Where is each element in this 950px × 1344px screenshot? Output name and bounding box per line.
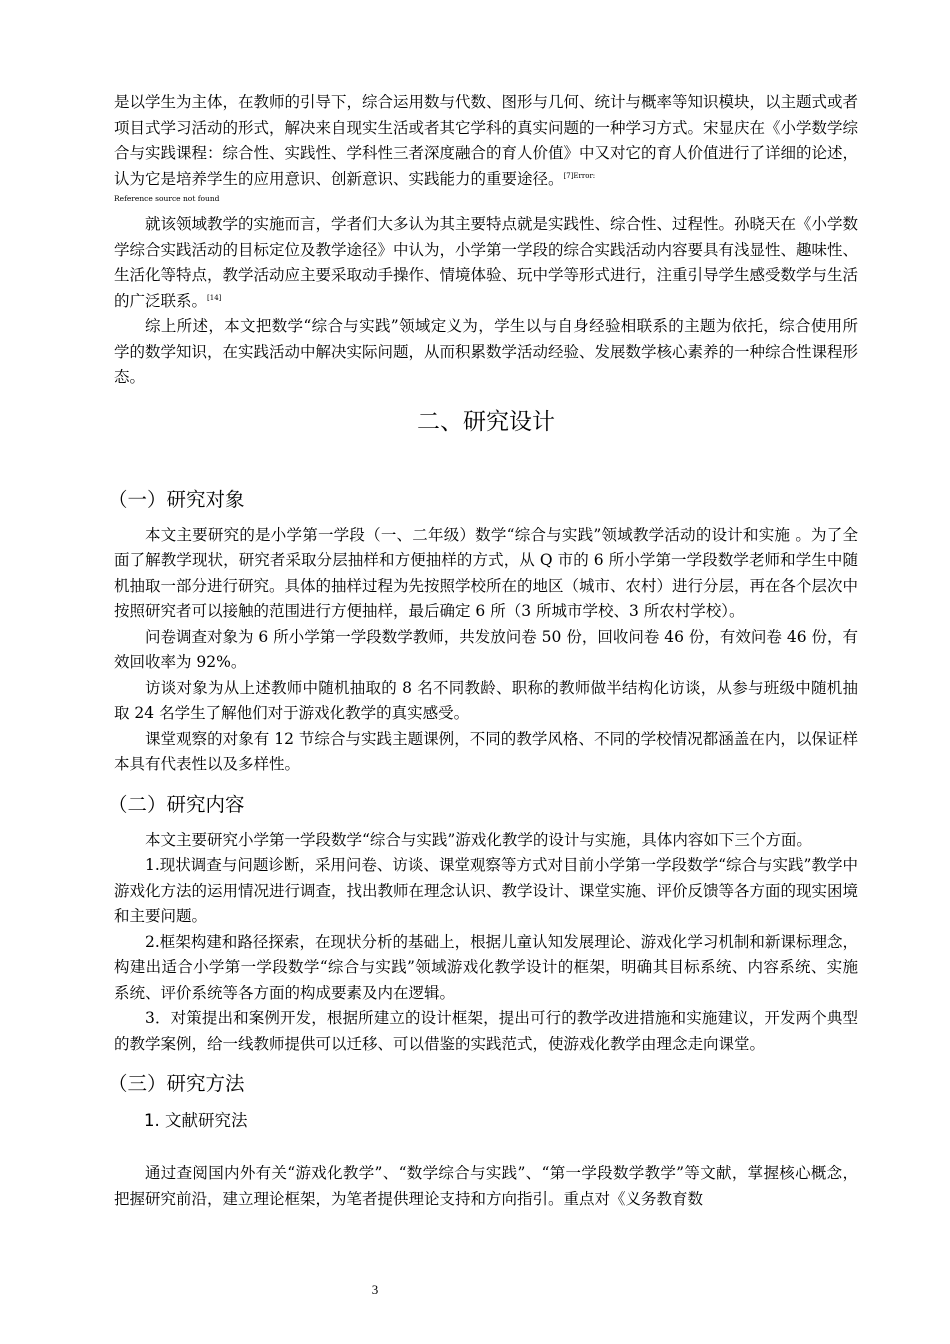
body-paragraph: 访谈对象为从上述教师中随机抽取的 8 名不同教龄、职称的教师做半结构化访谈，从参与班级中随机抽取 24 名学生了解他们对于游戏化教学的真实感受。 [114, 678, 858, 722]
chapter-title: 二、研究设计 [417, 408, 555, 435]
page-content [108, 90, 859, 1212]
body-paragraph: 本文主要研究小学第一学段数学“综合与实践”游戏化教学的设计与实施，具体内容如下三个方面。 [145, 830, 812, 849]
body-paragraph: 2.框架构建和路径探索，在现状分析的基础上，根据儿童认知发展理论、游戏化学习机制和新课标理念，构建出适合小学第一学段数学“综合与实践”领域游戏化教学设计的框架，明确其目标系统、内容系统、实施系统、评价系统等各方面的构成要素及内在逻辑。 [114, 932, 858, 1002]
section-heading: （三）研究方法 [108, 1072, 245, 1095]
body-paragraph: 1.现状调查与问题诊断，采用问卷、访谈、课堂观察等方式对目前小学第一学段数学“综合与实践”教学中游戏化方法的运用情况进行调查，找出教师在理念认识、教学设计、课堂实施、评价反馈等各方面的现实困境和主要问题。 [114, 856, 859, 925]
section-heading: （二）研究内容 [108, 792, 245, 816]
body-paragraph [114, 90, 858, 192]
body-paragraph: 课堂观察的对象有 12 节综合与实践主题课例，不同的教学风格、不同的学校情况都涵盖在内，以保证样本具有代表性以及多样性。 [114, 729, 858, 773]
body-paragraph: 3．对策提出和案例开发，根据所建立的设计框架，提出可行的教学改进措施和实施建议，开发两个典型的教学案例，给一线教师提供可以迁移、可以借鉴的实践范式，使游戏化教学由理念走向课堂。 [114, 1009, 858, 1053]
body-paragraph: 问卷调查对象为 6 所小学第一学段数学教师，共发放问卷 50 份，回收问卷 46 份，有效问卷 46 份，有效回收率为 92%。 [114, 627, 858, 671]
body-paragraph: 综上所述，本文把数学“综合与实践”领域定义为，学生以与自身经验相联系的主题为依托，综合使用所学的数学知识，在实践活动中解决实际问题，从而积累数学活动经验、发展数学核心素养的一种综合性课程形态。 [114, 317, 859, 386]
subsection-heading: 1. 文献研究法 [144, 1111, 248, 1130]
paragraph-text: 是以学生为主体，在教师的引导下，综合运用数与代数、图形与几何、统计与概率等知识模块，以主题式或者项目式学习活动的形式，解决来自现实生活或者其它学科的真实问题的一种学习方式。宋显庆在《小学数学综合与实践课程：综合性、实践性、学科性三者深度融合的育人价值》中又对它的育人价值进行了详细的论述，认为它是培养学生的应用意识、创新意识、实践能力的重要途径。 [114, 93, 859, 188]
section-heading: （一）研究对象 [108, 487, 245, 511]
body-paragraph: 本文主要研究的是小学第一学段（一、二年级）数学“综合与实践”领域教学活动的设计和实施 。为了全面了解教学现状，研究者采取分层抽样和方便抽样的方式，从 Q 市的 6 所小学第一学段数学老师和学生中随机抽取一部分进行研究。具体的抽样过程为先按照学校所在的地区（城市、农村）进行分层，再在各个层次中按照研究者可以接触的范围进行方便抽样，最后确定 6 所（3 所城市学校、3 所农村学校）。 [114, 525, 859, 620]
body-paragraph [114, 212, 858, 314]
page-number: 3 [371, 1282, 379, 1297]
reference-error-note: Reference source not found [114, 194, 220, 203]
paragraph-text: 就该领域教学的实施而言，学者们大多认为其主要特点就是实践性、综合性、过程性。孙晓天在《小学数学综合实践活动的目标定位及教学途径》中认为，小学第一学段的综合实践活动内容要具有浅显性、趣味性、生活化等特点，教学活动应主要采取动手操作、情境体验、玩中学等形式进行，注重引导学生感受数学与生活的广泛联系。 [114, 215, 859, 310]
citation-superscript: [14] [207, 293, 222, 302]
citation-superscript: [7]Error: [563, 171, 596, 180]
body-paragraph: 通过查阅国内外有关“游戏化教学”、“数学综合与实践”、“第一学段数学教学”等文献，掌握核心概念，把握研究前沿，建立理论框架，为笔者提供理论支持和方向指引。重点对《义务教育数 [114, 1164, 858, 1208]
